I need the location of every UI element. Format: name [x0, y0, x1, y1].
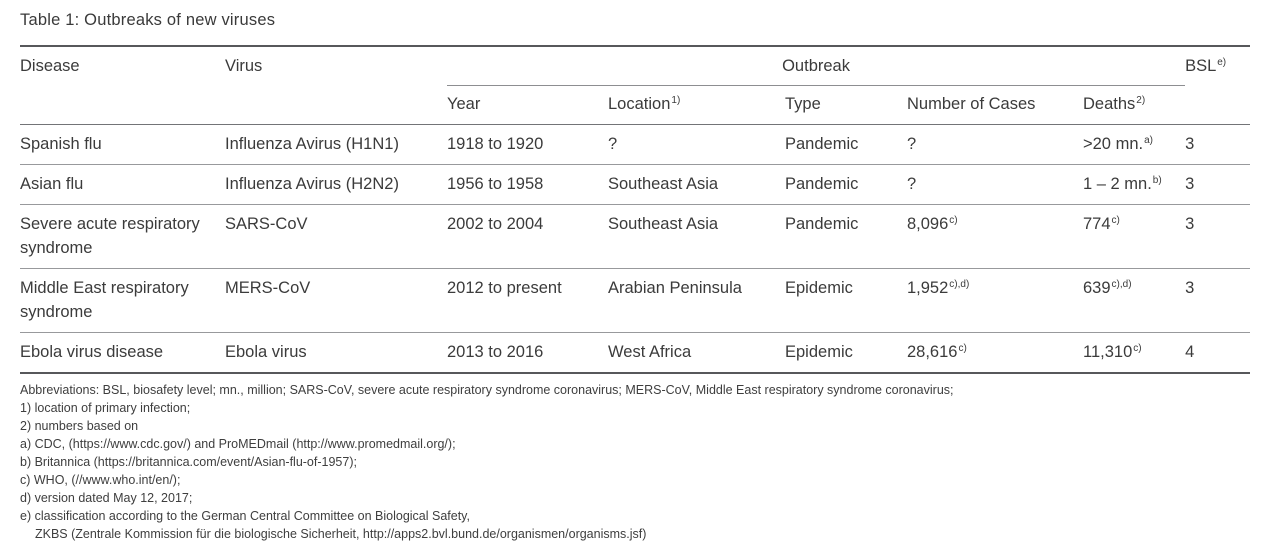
footnote-line: b) Britannica (https://britannica.com/event/Asian-flu-of-1957);: [20, 455, 357, 469]
table-title: Table 1: Outbreaks of new viruses: [20, 11, 276, 29]
cell-deaths: [1083, 125, 1185, 165]
cell-text: >20 mn.: [1083, 135, 1144, 153]
cell-text: 639: [1083, 279, 1111, 297]
cell-disease: Asian flu: [20, 175, 84, 193]
cell-year: 1918 to 1920: [447, 135, 544, 153]
cell-location: ?: [608, 135, 618, 153]
table-header: [20, 46, 1250, 125]
cell-cases: ?: [907, 175, 917, 193]
footnote-line: 1) location of primary infection;: [20, 401, 191, 415]
footnote-marker: c),d): [1111, 278, 1132, 290]
footnote-marker: c): [1111, 214, 1120, 226]
cell-deaths: [1083, 205, 1185, 269]
footnote-marker: c),d): [949, 278, 970, 290]
cell-bsl: 3: [1185, 279, 1195, 297]
cell-cases: [907, 269, 1083, 333]
cell-type: Pandemic: [785, 215, 859, 233]
footnote-line: Abbreviations: BSL, biosafety level; mn., million; SARS-CoV, severe acute respiratory syndrome coronavirus; MERS-CoV, Middle East respiratory syndrome coronavirus;: [20, 383, 954, 397]
table-row: [20, 269, 1250, 333]
cell-year: 1956 to 1958: [447, 175, 544, 193]
cell-text: 1,952: [907, 279, 949, 297]
footnote-marker: e): [1217, 56, 1227, 68]
cell-deaths: [1083, 269, 1185, 333]
cell-type: Epidemic: [785, 343, 853, 361]
cell-cases: [907, 205, 1083, 269]
column-header-deaths: [1083, 86, 1185, 125]
cell-virus: Influenza Avirus (H1N1): [225, 135, 399, 153]
footnote-line: e) classification according to the German Central Committee on Biological Safety,: [20, 509, 470, 523]
footnote-marker: a): [1144, 134, 1153, 146]
cell-text: Deaths: [1083, 95, 1136, 113]
header-group-row: [20, 46, 1250, 86]
cell-disease: Middle East respiratory syndrome: [20, 279, 189, 321]
column-header-location: [608, 86, 785, 125]
cell-text: BSL: [1185, 57, 1217, 75]
cell-virus: Influenza Avirus (H2N2): [225, 175, 399, 193]
column-group-header-outbreak: Outbreak: [447, 46, 1185, 86]
cell-text: Location: [608, 95, 671, 113]
footnote-line: a) CDC, (https://www.cdc.gov/) and ProMEDmail (http://www.promedmail.org/);: [20, 437, 456, 451]
footnote-marker: 2): [1136, 94, 1146, 106]
footnote-marker: b): [1152, 174, 1162, 186]
cell-year: 2013 to 2016: [447, 343, 544, 361]
cell-text: 11,310: [1083, 343, 1133, 361]
footnote-line: 2) numbers based on: [20, 419, 139, 433]
footnote-line: d) version dated May 12, 2017;: [20, 491, 193, 505]
column-header-number-of-cases: Number of Cases: [907, 86, 1083, 125]
table-row: [20, 165, 1250, 205]
cell-bsl: 3: [1185, 135, 1195, 153]
cell-location: Southeast Asia: [608, 175, 719, 193]
cell-virus: MERS-CoV: [225, 279, 311, 297]
table-row: [20, 205, 1250, 269]
cell-year: 2012 to present: [447, 279, 562, 297]
cell-location: Southeast Asia: [608, 215, 719, 233]
cell-deaths: [1083, 333, 1185, 374]
footnotes: [20, 381, 1260, 543]
table-body: [20, 125, 1250, 374]
cell-cases: [907, 333, 1083, 374]
cell-bsl: 3: [1185, 175, 1195, 193]
cell-virus: SARS-CoV: [225, 215, 308, 233]
cell-bsl: 3: [1185, 215, 1195, 233]
footnote-line: ZKBS (Zentrale Kommission für die biologische Sicherheit, http://apps2.bvl.bund.de/organismen/organisms.jsf): [35, 527, 647, 541]
column-header-bsl: [1185, 46, 1250, 125]
footnote-marker: 1): [671, 94, 681, 106]
column-header-disease: Disease: [20, 46, 225, 125]
cell-year: 2002 to 2004: [447, 215, 544, 233]
table-row: [20, 333, 1250, 374]
cell-text: 774: [1083, 215, 1111, 233]
column-header-year: Year: [447, 86, 608, 125]
footnote-line: c) WHO, (//www.who.int/en/);: [20, 473, 181, 487]
cell-type: Pandemic: [785, 135, 859, 153]
cell-type: Pandemic: [785, 175, 859, 193]
cell-text: 8,096: [907, 215, 949, 233]
footnote-marker: c): [958, 342, 967, 354]
footnote-marker: c): [949, 214, 958, 226]
cell-deaths: [1083, 165, 1185, 205]
cell-disease: Severe acute respiratory syndrome: [20, 215, 200, 257]
cell-text: 1 – 2 mn.: [1083, 175, 1152, 193]
cell-text: 28,616: [907, 343, 958, 361]
cell-virus: Ebola virus: [225, 343, 307, 361]
cell-cases: ?: [907, 135, 917, 153]
column-header-type: Type: [785, 86, 907, 125]
cell-location: Arabian Peninsula: [608, 279, 742, 297]
cell-disease: Spanish flu: [20, 135, 102, 153]
footnote-marker: c): [1133, 342, 1142, 354]
outbreaks-table: [20, 45, 1250, 374]
table-row: [20, 125, 1250, 165]
column-header-virus: Virus: [225, 46, 447, 125]
cell-bsl: 4: [1185, 343, 1195, 361]
cell-disease: Ebola virus disease: [20, 343, 164, 361]
cell-location: West Africa: [608, 343, 692, 361]
cell-type: Epidemic: [785, 279, 853, 297]
